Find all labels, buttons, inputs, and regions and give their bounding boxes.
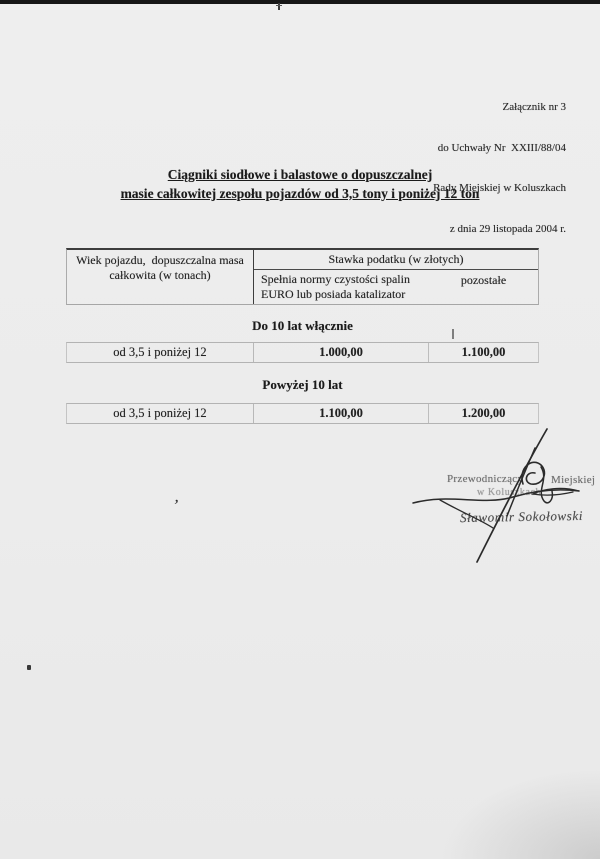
resolution-number: do Uchwały Nr XXIII/88/04 <box>437 141 566 154</box>
cell-other-rate: 1.200,00 <box>461 406 506 420</box>
tax-subheaders <box>254 270 538 304</box>
section-title-over-10-years: Powyżej 10 lat <box>262 377 343 392</box>
cell-euro-rate: 1.100,00 <box>254 404 429 423</box>
section-title-under-10-years: Do 10 lat włącznie <box>252 318 353 333</box>
council-name: Rady Miejskiej w Koluszkach <box>433 182 566 194</box>
resolution-date: z dnia 29 listopada 2004 r. <box>449 222 566 235</box>
stamp-chairman-name: Sławomir Sokołowski <box>459 507 584 526</box>
document-title-line2: masie całkowitej zespołu pojazdów od 3,5 tony i poniżej 12 ton <box>120 185 480 201</box>
scan-artifact-speck <box>27 665 31 670</box>
tax-rate-table <box>66 248 539 424</box>
scan-artifact-tick <box>278 3 280 10</box>
cell-weight-range: od 3,5 i poniżej 12 <box>67 343 254 362</box>
document-title-line1: Ciągniki siodłowe i balastowe o dopuszczalnej <box>167 167 433 182</box>
cell-other-rate: 1.100,00 <box>461 345 506 359</box>
column-header-tax-rate: Stawka podatku (w złotych) <box>254 250 538 270</box>
scan-artifact-mark: ’ <box>171 495 181 516</box>
column-header-other: pozostałe <box>460 273 507 287</box>
attachment-number: Załącznik nr 3 <box>502 101 566 113</box>
cell-euro-rate: 1.000,00 <box>254 343 429 362</box>
column-header-tax-group <box>254 250 538 304</box>
scan-corner-shadow <box>440 769 600 859</box>
table-row <box>66 342 539 363</box>
column-header-euro-norm: Spełnia normy czystości spalin EURO lub posiada katalizator <box>261 272 410 301</box>
cell-weight-range: od 3,5 i poniżej 12 <box>67 404 254 423</box>
stamp-chairman-title: Przewodniczący <box>447 473 524 485</box>
column-header-vehicle-age: Wiek pojazdu, dopuszczalna masa całkowita (w tonach) <box>67 250 254 304</box>
document-title <box>0 166 600 203</box>
stamp-council-word: Miejskiej <box>551 474 596 486</box>
table-header <box>66 248 539 305</box>
stamp-town-line: w Koluszkach <box>477 487 542 498</box>
handwritten-signature <box>395 420 595 570</box>
scan-edge-bar <box>0 0 600 4</box>
